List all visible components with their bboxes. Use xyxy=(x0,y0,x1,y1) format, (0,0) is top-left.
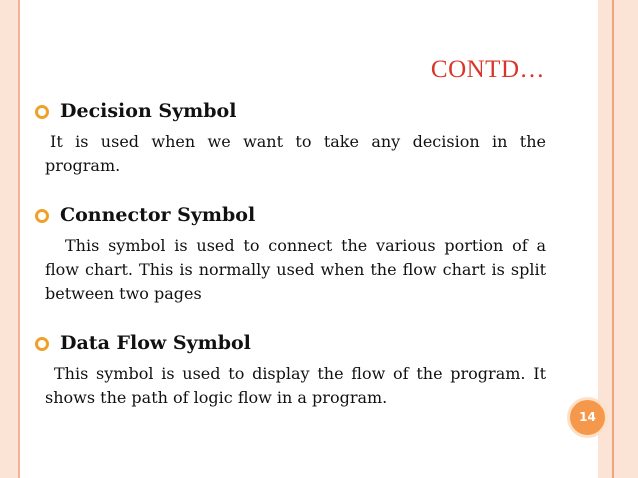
slide-content xyxy=(35,96,546,410)
section-heading xyxy=(35,200,546,230)
section-text: This symbol is used to connect the various portion of a flow chart. This is normally used when the flow chart is split between two pages xyxy=(45,236,546,303)
bullet-icon xyxy=(35,209,49,223)
left-decorative-band xyxy=(0,0,20,478)
page-number-badge: 14 xyxy=(567,397,608,438)
right-decorative-line xyxy=(612,0,614,478)
bullet-icon xyxy=(35,105,49,119)
section-connector-symbol xyxy=(35,200,546,306)
section-data-flow-symbol xyxy=(35,328,546,410)
section-heading xyxy=(35,328,546,358)
heading-text: Connector Symbol xyxy=(60,204,256,226)
section-decision-symbol xyxy=(35,96,546,178)
heading-text: Data Flow Symbol xyxy=(60,332,251,354)
section-text: It is used when we want to take any decision in the program. xyxy=(45,132,546,175)
section-text: This symbol is used to display the flow of the program. It shows the path of logic flow in a program. xyxy=(45,364,546,407)
bullet-icon xyxy=(35,337,49,351)
slide-title: CONTD… xyxy=(430,56,545,83)
section-heading xyxy=(35,96,546,126)
heading-text: Decision Symbol xyxy=(60,100,237,122)
